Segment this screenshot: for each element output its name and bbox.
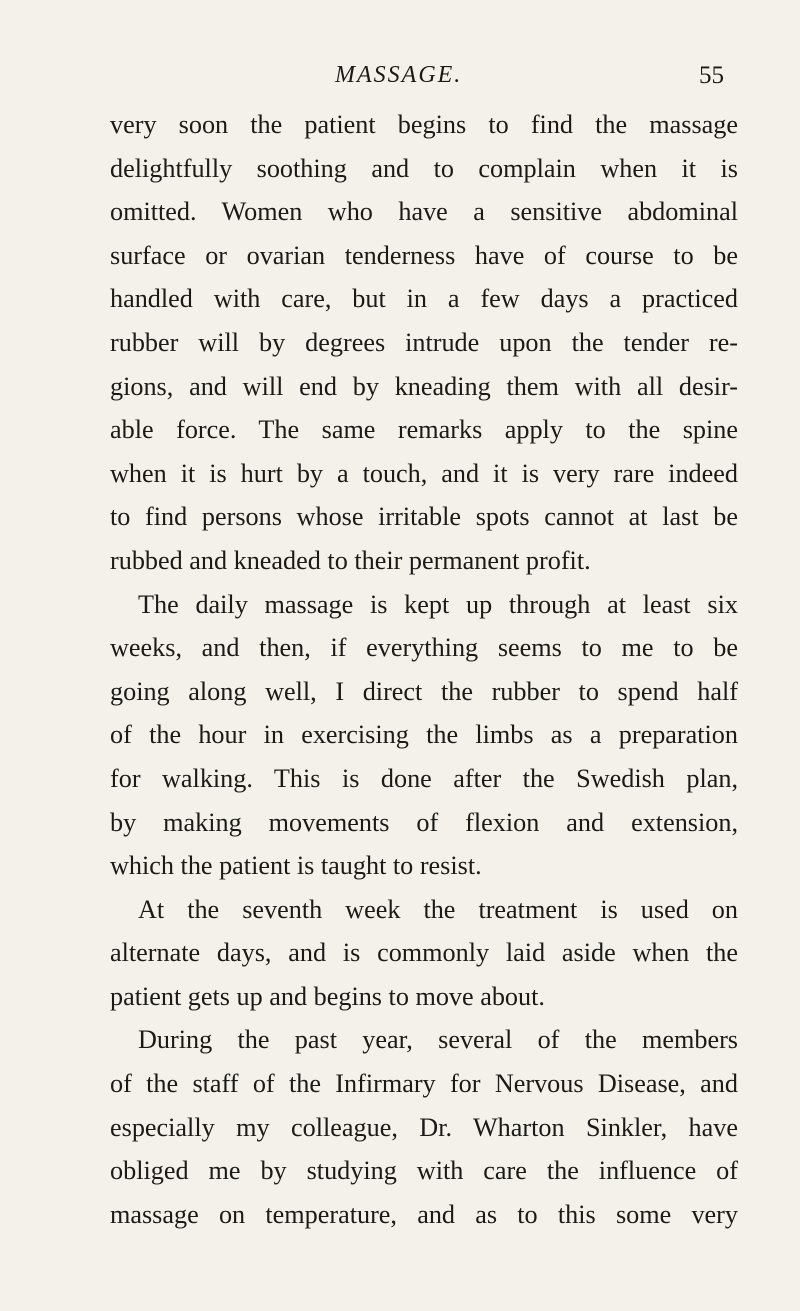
text-line: which the patient is taught to resist. — [110, 851, 482, 881]
text-line: rubbed and kneaded to their permanent profit. — [110, 545, 591, 575]
text-line: gions, and will end by kneading them with all desir- — [110, 371, 738, 401]
text-line: patient gets up and begins to move about. — [110, 981, 545, 1011]
text-line: obliged me by studying with care the influence of — [110, 1156, 738, 1186]
text-line: for walking. This is done after the Swedish plan, — [110, 763, 738, 793]
text-line: able force. The same remarks apply to the spine — [110, 415, 738, 445]
text-line: At the seventh week the treatment is used on — [138, 894, 738, 924]
text-line: going along well, I direct the rubber to spend half — [110, 676, 738, 706]
text-line: During the past year, several of the members — [138, 1025, 738, 1055]
text-line: when it is hurt by a touch, and it is very rare indeed — [110, 458, 738, 488]
text-line: weeks, and then, if everything seems to me to be — [110, 633, 738, 663]
text-line: delightfully soothing and to complain when it is — [110, 153, 738, 183]
body-text — [110, 103, 738, 1236]
text-line: of the staff of the Infirmary for Nervous Disease, and — [110, 1069, 738, 1099]
text-line: by making movements of flexion and extension, — [110, 807, 738, 837]
text-line: surface or ovarian tenderness have of course to be — [110, 240, 738, 270]
text-line: rubber will by degrees intrude upon the tender re- — [110, 327, 738, 357]
text-line: massage on temperature, and as to this some very — [110, 1199, 738, 1229]
running-title: MASSAGE. — [335, 62, 463, 88]
text-line: very soon the patient begins to find the massage — [110, 110, 738, 139]
text-line: of the hour in exercising the limbs as a preparation — [110, 720, 738, 750]
running-head — [110, 62, 738, 102]
text-line: The daily massage is kept up through at least six — [138, 589, 738, 619]
text-line: omitted. Women who have a sensitive abdominal — [110, 197, 738, 227]
text-line: alternate days, and is commonly laid aside when the — [110, 938, 738, 968]
text-line: especially my colleague, Dr. Wharton Sinkler, have — [110, 1112, 738, 1142]
text-line: handled with care, but in a few days a practiced — [110, 284, 738, 314]
page-number: 55 — [699, 62, 724, 89]
text-line: to find persons whose irritable spots cannot at last be — [110, 502, 738, 532]
